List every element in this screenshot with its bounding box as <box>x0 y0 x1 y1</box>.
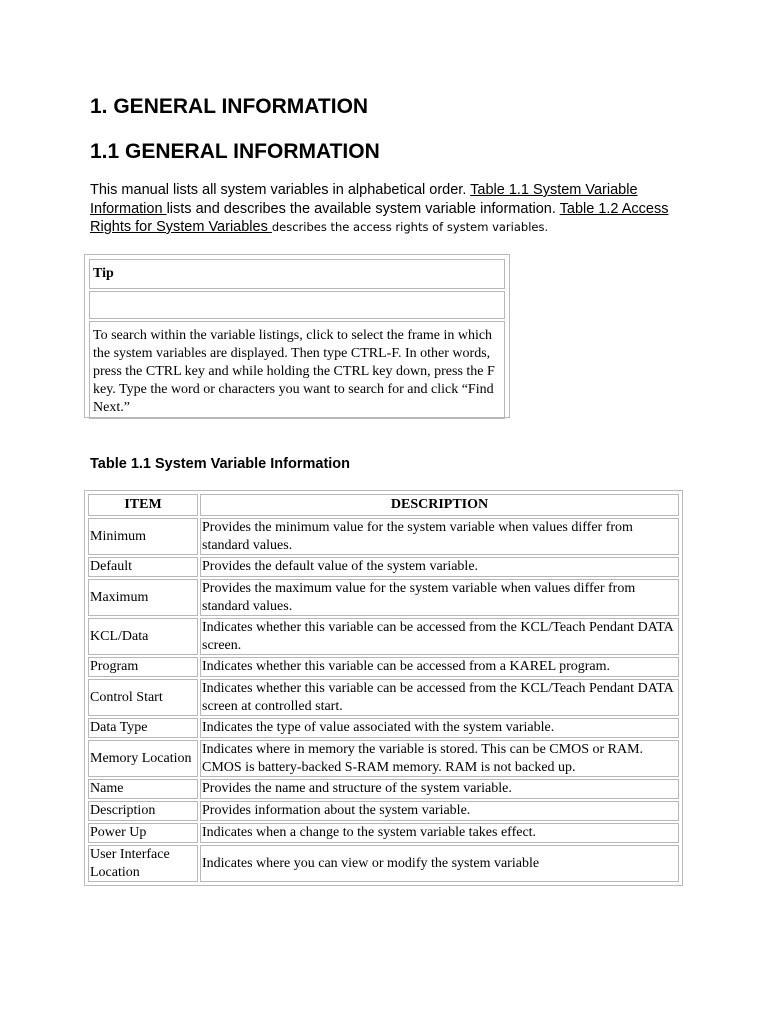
table-header-row <box>88 494 679 516</box>
tip-box <box>84 254 510 418</box>
row-description: Provides the maximum value for the system variable when values differ from standard values. <box>200 579 679 616</box>
row-item: Data Type <box>88 718 198 738</box>
table-row <box>88 801 679 821</box>
intro-text-3: describes the access rights of system variables. <box>271 220 549 234</box>
row-description: Indicates whether this variable can be accessed from the KCL/Teach Pendant DATA screen. <box>200 618 679 655</box>
row-item: Minimum <box>88 518 198 555</box>
table-row <box>88 823 679 843</box>
row-item: User Interface Location <box>88 845 198 882</box>
row-description: Indicates where you can view or modify the system variable <box>200 845 679 882</box>
link-table-1-2[interactable]: Table 1.2 Access Rights for System Variables <box>90 200 669 235</box>
tip-body: To search within the variable listings, click to select the frame in which the system variables are displayed. Then type CTRL-F. In other words, press the CTRL key and while holding the CTRL key down, press the F key. Type the word or characters you want to search for and click “Find Next.” <box>89 321 505 419</box>
table-row <box>88 557 679 577</box>
table-row <box>88 845 679 882</box>
header-item: ITEM <box>88 494 198 516</box>
tip-title: Tip <box>89 259 505 289</box>
row-item: Maximum <box>88 579 198 616</box>
table-row <box>88 740 679 777</box>
row-item: Memory Location <box>88 740 198 777</box>
row-description: Provides the default value of the system variable. <box>200 557 679 577</box>
intro-text-2: lists and describes the available system variable information. <box>166 200 560 217</box>
chapter-heading: 1. GENERAL INFORMATION <box>90 95 369 118</box>
table-row <box>88 718 679 738</box>
row-item: Control Start <box>88 679 198 716</box>
link-table-1-1[interactable]: Table 1.1 System Variable Information <box>90 182 638 217</box>
table-caption: Table 1.1 System Variable Information <box>90 456 351 472</box>
table-row <box>88 579 679 616</box>
table-row <box>88 657 679 677</box>
row-description: Provides the name and structure of the system variable. <box>200 779 679 799</box>
row-description: Provides the minimum value for the system variable when values differ from standard values. <box>200 518 679 555</box>
row-item: Default <box>88 557 198 577</box>
header-description: DESCRIPTION <box>200 494 679 516</box>
row-item: Description <box>88 801 198 821</box>
table-row <box>88 618 679 655</box>
table-row <box>88 679 679 716</box>
row-description: Indicates whether this variable can be accessed from the KCL/Teach Pendant DATA screen at controlled start. <box>200 679 679 716</box>
row-description: Indicates when a change to the system variable takes effect. <box>200 823 679 843</box>
intro-paragraph <box>90 181 690 237</box>
row-item: Program <box>88 657 198 677</box>
intro-text-1: This manual lists all system variables in alphabetical order. <box>90 182 471 198</box>
row-item: Power Up <box>88 823 198 843</box>
table-row <box>88 779 679 799</box>
tip-table <box>87 257 507 421</box>
row-description: Provides information about the system variable. <box>200 801 679 821</box>
table-row <box>88 518 679 555</box>
section-heading: 1.1 GENERAL INFORMATION <box>90 140 380 163</box>
row-item: Name <box>88 779 198 799</box>
tip-spacer <box>89 291 505 319</box>
system-variable-table <box>84 490 683 886</box>
row-item: KCL/Data <box>88 618 198 655</box>
row-description: Indicates where in memory the variable is stored. This can be CMOS or RAM. CMOS is battery-backed S-RAM memory. RAM is not backed up. <box>200 740 679 777</box>
row-description: Indicates the type of value associated with the system variable. <box>200 718 679 738</box>
system-variable-info-table <box>86 492 681 884</box>
row-description: Indicates whether this variable can be accessed from a KAREL program. <box>200 657 679 677</box>
